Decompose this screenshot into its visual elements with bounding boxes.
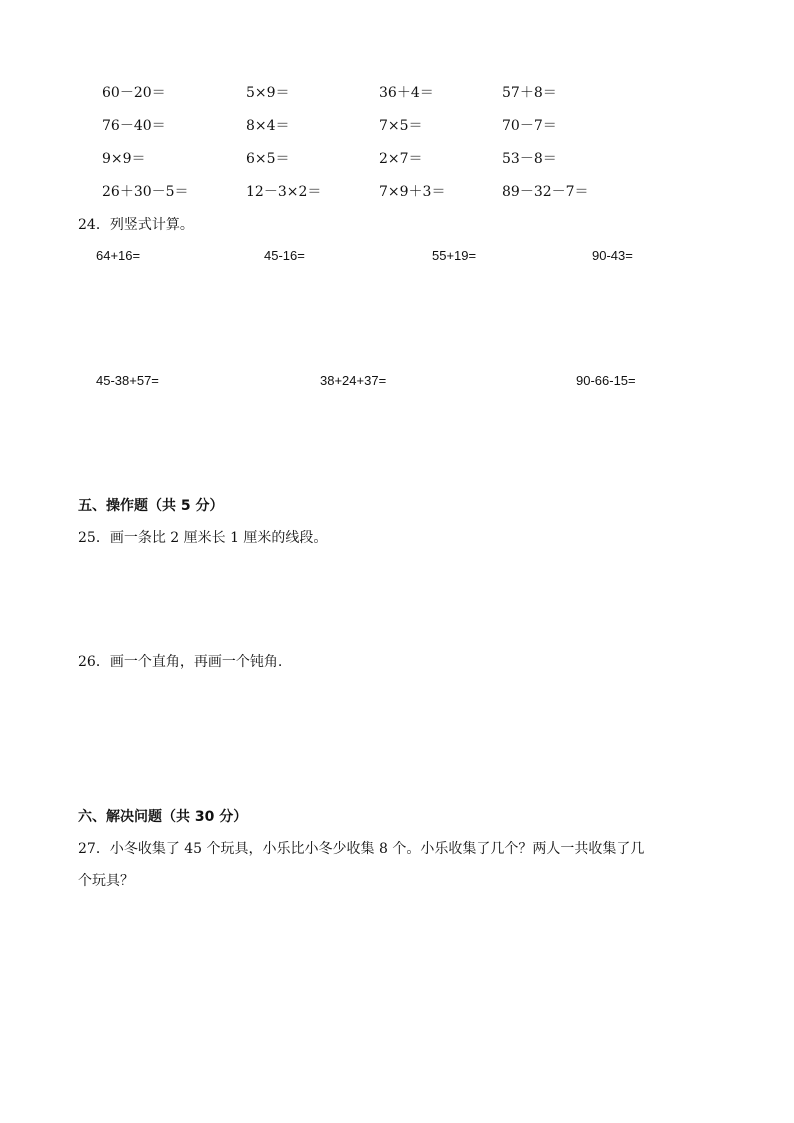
- section-6-heading: 六、解决问题（共 30 分）: [78, 809, 248, 825]
- calc-item: 7×5＝: [379, 118, 423, 134]
- question-27-line-2: 个玩具？: [78, 873, 134, 889]
- calc-item: 53－8＝: [502, 151, 557, 167]
- question-24-title: 24．列竖式计算。: [78, 217, 194, 233]
- calc-item: 9×9＝: [102, 151, 146, 167]
- vertical-calc-item: 45-16=: [264, 248, 305, 263]
- calc-item: 7×9＋3＝: [379, 184, 446, 200]
- calc-item: 5×9＝: [246, 85, 290, 101]
- vertical-calc-item: 90-43=: [592, 248, 633, 263]
- vertical-calc-item: 45-38+57=: [96, 373, 159, 388]
- question-26-text: 26．画一个直角，再画一个钝角.: [78, 654, 283, 670]
- vertical-calc-item: 55+19=: [432, 248, 477, 263]
- calc-item: 6×5＝: [246, 151, 290, 167]
- calc-item: 70－7＝: [502, 118, 557, 134]
- vertical-calc-item: 64+16=: [96, 248, 141, 263]
- calc-item: 89－32－7＝: [502, 184, 589, 200]
- question-25-text: 25．画一条比 2 厘米长 1 厘米的线段。: [78, 530, 328, 546]
- calc-item: 57＋8＝: [502, 85, 557, 101]
- vertical-calc-item: 90-66-15=: [576, 373, 636, 388]
- calc-item: 26＋30－5＝: [102, 184, 189, 200]
- calc-item: 12－3×2＝: [246, 184, 322, 200]
- calc-item: 8×4＝: [246, 118, 290, 134]
- vertical-calc-item: 38+24+37=: [320, 373, 387, 388]
- calc-item: 76－40＝: [102, 118, 166, 134]
- calc-item: 36＋4＝: [379, 85, 434, 101]
- question-27-line-1: 27．小冬收集了 45 个玩具，小乐比小冬少收集 8 个。小乐收集了几个？两人一共收集了几: [78, 841, 645, 857]
- section-5-heading: 五、操作题（共 5 分）: [78, 498, 224, 514]
- calc-item: 2×7＝: [379, 151, 423, 167]
- calc-item: 60－20＝: [102, 85, 166, 101]
